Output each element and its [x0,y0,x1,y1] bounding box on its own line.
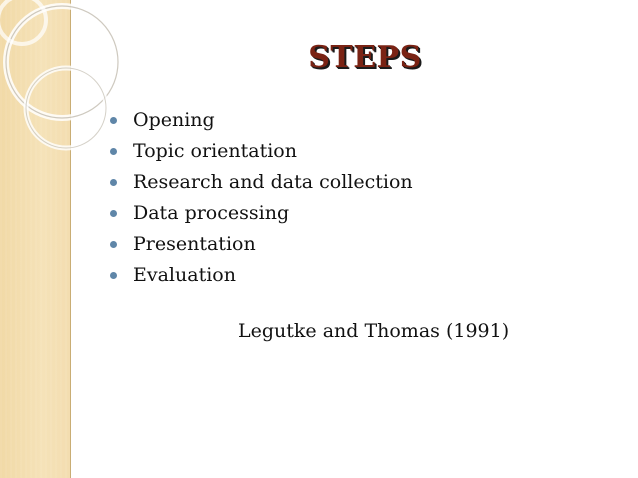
bullet-icon [110,179,117,186]
list-item [108,105,413,136]
list-item [108,229,413,260]
citation: Legutke and Thomas (1991) [238,320,510,342]
list-item [108,260,413,291]
list-item-label: Opening [133,109,215,131]
list-item-label: Research and data collection [133,171,413,193]
list-item [108,136,413,167]
list-item-label: Evaluation [133,264,236,286]
bullet-list [108,105,413,291]
bullet-icon [110,148,117,155]
list-item-label: Topic orientation [133,140,297,162]
bullet-icon [110,272,117,279]
list-item-label: Data processing [133,202,290,224]
bullet-icon [110,117,117,124]
slide-title: STEPS [308,40,422,75]
bullet-icon [110,241,117,248]
list-item [108,198,413,229]
list-item [108,167,413,198]
list-item-label: Presentation [133,233,256,255]
bullet-icon [110,210,117,217]
